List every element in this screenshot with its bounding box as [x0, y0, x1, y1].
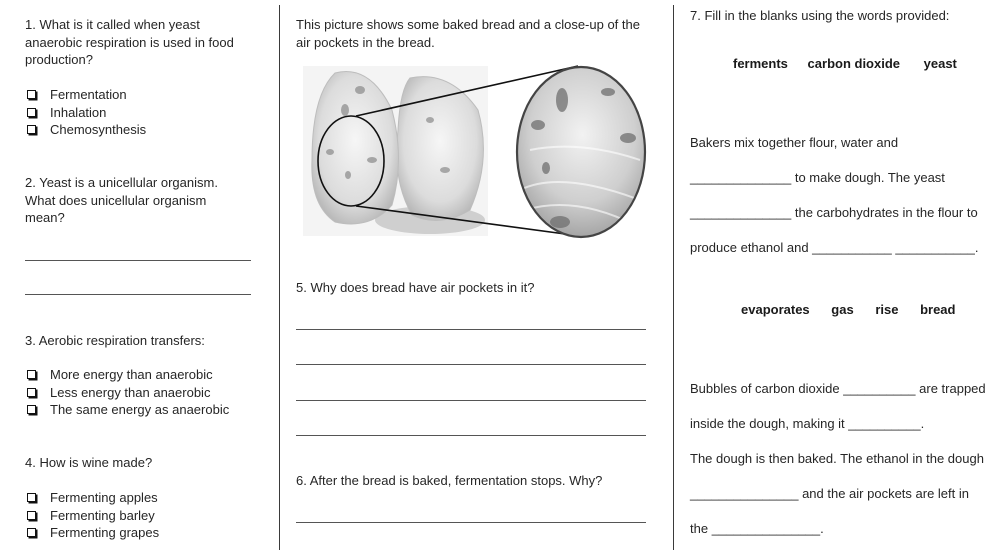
line-text: the	[690, 521, 712, 536]
option-fermentation[interactable]	[25, 86, 146, 104]
answer-line-q2[interactable]	[25, 294, 251, 295]
checkbox-icon[interactable]	[27, 405, 36, 414]
question-2-line: What does unicellular organism	[25, 192, 207, 208]
column-divider-left	[279, 5, 280, 550]
question-2-line: 2. Yeast is a unicellular organism.	[25, 175, 218, 190]
bread-picture-intro	[296, 16, 640, 51]
checkbox-icon[interactable]	[27, 125, 36, 134]
option-label: The same energy as anaerobic	[50, 402, 230, 417]
line-text: to make dough. The yeast	[791, 170, 945, 185]
option-label: Fermentation	[50, 87, 127, 102]
word-bank-2	[741, 301, 955, 319]
checkbox-icon[interactable]	[27, 108, 36, 117]
bread-closeup-image	[296, 60, 656, 250]
paragraph-line: The dough is then baked. The ethanol in the dough	[690, 451, 984, 466]
option-label: Chemosynthesis	[50, 122, 147, 137]
option-chemosynthesis[interactable]	[25, 121, 146, 139]
intro-line: air pockets in the bread.	[296, 34, 435, 50]
paragraph-line: Bakers mix together flour, water and	[690, 135, 899, 150]
paragraph-line	[690, 160, 978, 195]
paragraph-line	[690, 371, 986, 406]
option-grapes[interactable]	[25, 524, 159, 542]
intro-line: This picture shows some baked bread and a close-up of the	[296, 17, 640, 32]
question-1-line: 1. What is it called when yeast	[25, 17, 200, 32]
fill-blank[interactable]: __________	[843, 381, 916, 396]
option-apples[interactable]	[25, 489, 159, 507]
line-text: are trapped	[915, 381, 986, 396]
paragraph-line	[690, 406, 986, 441]
line-text: .	[974, 240, 979, 255]
fill-blank[interactable]: __________	[848, 416, 921, 431]
answer-line-q5[interactable]	[296, 364, 646, 365]
line-text: Bubbles of carbon dioxide	[690, 381, 844, 396]
paragraph-line	[690, 230, 978, 265]
paragraph-line	[690, 511, 986, 546]
checkbox-icon[interactable]	[27, 388, 36, 397]
line-text: inside the dough, making it	[690, 416, 849, 431]
line-text: .	[920, 416, 925, 431]
fill-paragraph-1	[690, 125, 978, 265]
fill-blank[interactable]: ______________	[690, 205, 792, 220]
word-bank-item: gas	[831, 302, 854, 317]
line-text: produce ethanol and	[690, 240, 813, 255]
option-same-energy[interactable]	[25, 401, 229, 419]
answer-line-q5[interactable]	[296, 400, 646, 401]
option-label: Fermenting grapes	[50, 525, 160, 540]
question-2-text	[25, 174, 218, 227]
word-bank-item: evaporates	[741, 302, 810, 317]
question-5-text: 5. Why does bread have air pockets in it?	[296, 280, 535, 295]
column-divider-right	[673, 5, 674, 550]
word-bank-item: bread	[920, 302, 956, 317]
question-7-title: 7. Fill in the blanks using the words provided:	[690, 8, 950, 23]
word-bank-item: ferments	[733, 56, 788, 71]
word-bank-item: rise	[875, 302, 899, 317]
question-4-text: 4. How is wine made?	[25, 455, 153, 470]
fill-paragraph-2	[690, 371, 986, 546]
answer-line-q5[interactable]	[296, 435, 646, 436]
option-label: Inhalation	[50, 104, 107, 120]
question-1-line: production?	[25, 52, 93, 67]
question-2-line: mean?	[25, 210, 65, 225]
answer-line-q6[interactable]	[296, 522, 646, 523]
option-more-energy[interactable]	[25, 366, 229, 384]
fill-blank[interactable]: ___________	[812, 240, 892, 255]
line-text: and the air pockets are left in	[798, 486, 969, 501]
option-label: More energy than anaerobic	[50, 367, 213, 382]
question-1-options	[25, 86, 146, 139]
checkbox-icon[interactable]	[27, 511, 36, 520]
line-text: .	[820, 521, 824, 536]
checkbox-icon[interactable]	[27, 370, 36, 379]
question-1-line: anaerobic respiration is used in food	[25, 34, 234, 50]
word-bank-item: yeast	[923, 56, 957, 71]
option-less-energy[interactable]	[25, 384, 229, 402]
option-label: Fermenting apples	[50, 490, 158, 505]
checkbox-icon[interactable]	[27, 90, 36, 99]
option-inhalation[interactable]	[25, 104, 146, 122]
option-label: Less energy than anaerobic	[50, 384, 211, 400]
question-1-text	[25, 16, 234, 69]
checkbox-icon[interactable]	[27, 528, 36, 537]
question-4-options	[25, 489, 159, 542]
question-6-text: 6. After the bread is baked, fermentation stops. Why?	[296, 473, 603, 488]
answer-line-q2[interactable]	[25, 260, 251, 261]
fill-blank[interactable]: ______________	[690, 170, 792, 185]
answer-line-q5[interactable]	[296, 329, 646, 330]
fill-blank[interactable]: _______________	[690, 486, 799, 501]
option-label: Fermenting barley	[50, 507, 155, 523]
word-bank-1	[733, 55, 957, 73]
question-3-text: 3. Aerobic respiration transfers:	[25, 333, 205, 348]
paragraph-line	[690, 476, 986, 511]
fill-blank[interactable]: ___________	[895, 240, 975, 255]
word-bank-item: carbon dioxide	[807, 56, 901, 71]
line-text: the carbohydrates in the flour to	[791, 205, 978, 220]
option-barley[interactable]	[25, 507, 159, 525]
fill-blank[interactable]: _______________	[711, 521, 821, 536]
question-3-options	[25, 366, 229, 419]
checkbox-icon[interactable]	[27, 493, 36, 502]
paragraph-line	[690, 195, 978, 230]
